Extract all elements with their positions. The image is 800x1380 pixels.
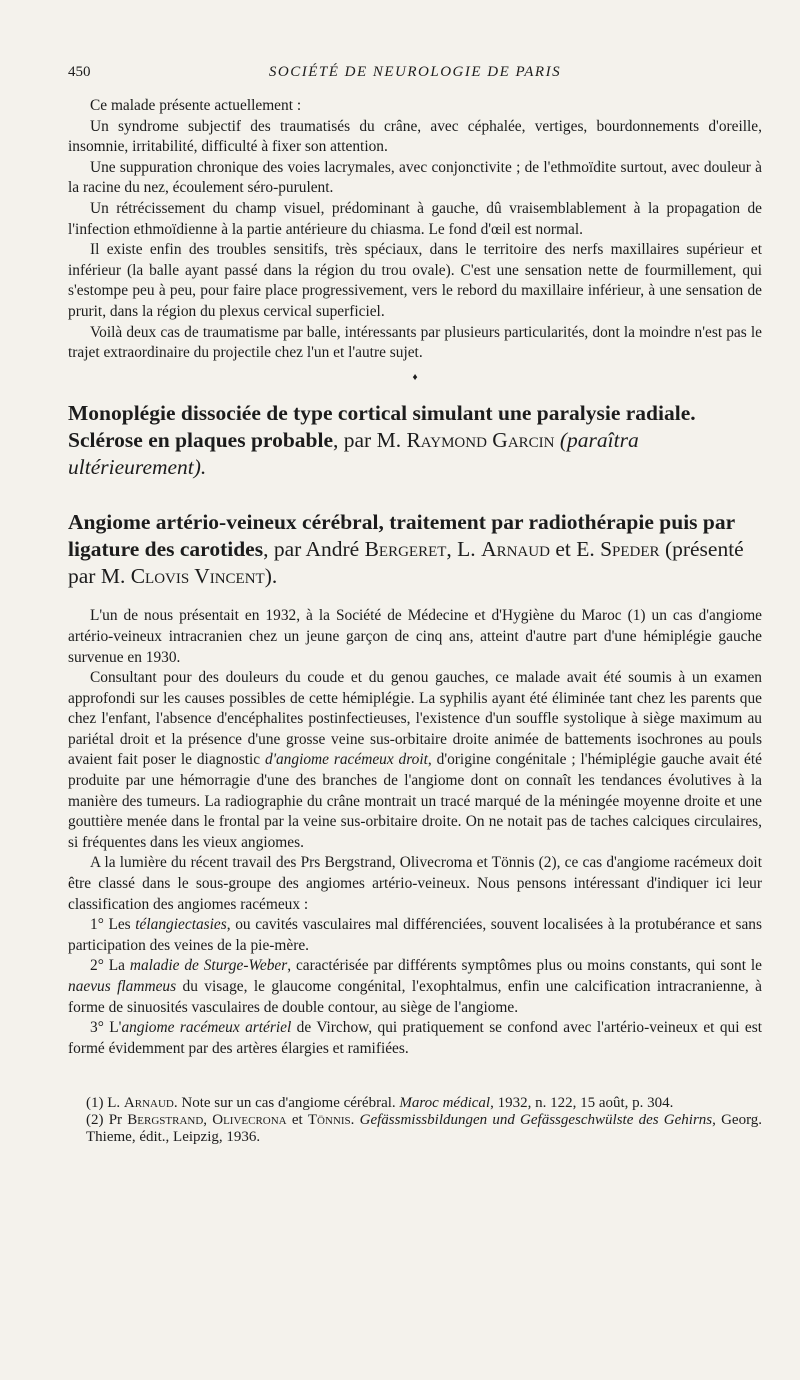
paragraph: Un rétrécissement du champ visuel, prédominant à gauche, dû vraisemblablement à la propagation de l'infection ethmoïdienne à la partie antérieure du chiasma. Le fond d'œil est normal. <box>68 199 762 238</box>
article-author: Speder <box>600 537 660 562</box>
case-continuation <box>68 96 762 364</box>
article-close: ). <box>264 564 278 589</box>
article-presenter: Clovis Vincent <box>130 564 265 589</box>
running-head <box>68 62 762 86</box>
text-run: , 1932, n. 122, 15 août, p. 304. <box>490 1095 674 1112</box>
text-run: et <box>291 1112 303 1129</box>
text-run: , ou cavités vasculaires mal différenciées, souvent localisées à la protubérance et sans participation des veines de la pie-mère. <box>68 916 762 954</box>
footnote-author: Bergstrand, Olivecrona <box>127 1112 287 1129</box>
article-presented: (présenté par M. <box>68 537 744 589</box>
page <box>68 62 762 1146</box>
article-title: Angiome artério-veineux cérébral, traitement par radiothérapie puis par ligature des carotides <box>68 510 735 562</box>
text-run: . Note sur un cas d'angiome cérébral. <box>173 1095 396 1112</box>
footnotes <box>68 1095 762 1146</box>
footnote-1 <box>68 1095 762 1112</box>
text-run: , caractérisée par différents symptômes plus ou moins constants, qui sont le <box>287 957 762 975</box>
text-run: 1° Les <box>90 916 131 934</box>
paragraph: Un syndrome subjectif des traumatisés du crâne, avec céphalée, vertiges, bourdonnements d'oreille, insomnie, irritabilité, difficulté à fixer son attention. <box>68 117 762 156</box>
article-author: Bergeret <box>364 537 447 562</box>
page-number: 450 <box>68 64 91 80</box>
article-by: , par M. <box>333 428 402 453</box>
paragraph: Une suppuration chronique des voies lacrymales, avec conjonctivite ; de l'ethmoïdite surtout, avec douleur à la racine du nez, écoulement séro-purulent. <box>68 158 762 197</box>
text-run: (2) Pr <box>86 1112 123 1129</box>
text-run: de Virchow, qui pratiquement se confond avec l'artério-veineux et qui est formé évidemment par des artères élargies et ramifiées. <box>68 1019 763 1057</box>
article-heading <box>68 509 762 590</box>
emphasis: d'angiome racémeux droit <box>265 751 428 769</box>
article-title: Monoplégie dissociée de type cortical simulant une paralysie radiale. Sclérose en plaques probable <box>68 401 696 453</box>
article-body <box>68 606 762 1059</box>
paragraph <box>68 915 762 956</box>
paragraph: Il existe enfin des troubles sensitifs, très spéciaux, dans le territoire des nerfs maxillaires supérieur et inférieur (la balle ayant passé dans la région du trou ovale). C'est une sensation nette de fourmillement, qui s'estompe peu à peu, pour faire place progressivement, vers le rebord du maxillaire inférieur, à une sensation de prurit, dans la région du plexus cervical superficiel. <box>68 241 762 320</box>
article-heading <box>68 400 762 481</box>
text-run: , d'origine congénitale ; l'hémiplégie gauche avait été produite par une hémorragie d'une des branches de l'angiome dont on connaît les tendances évolutives à la manière des tumeurs. La radiographie du crâne montrait un tracé marqué de la méningée moyenne droite et une gouttière menée dans le frontal par la veine sus-orbitaire droite. On ne notait pas de taches calciques circulaires, si fréquentes dans les vieux angiomes. <box>68 751 762 851</box>
text-run: 3° L' <box>90 1019 122 1037</box>
paragraph <box>68 956 762 1018</box>
paragraph: Voilà deux cas de traumatisme par balle, intéressants par plusieurs particularités, dont la moindre n'est pas le trajet extraordinaire du projectile chez l'un et l'autre sujet. <box>68 323 762 362</box>
footnote-author: Arnaud <box>123 1095 174 1112</box>
emphasis: maladie de Sturge-Weber <box>129 957 288 975</box>
paragraph <box>68 1018 762 1059</box>
text-run: Consultant pour des douleurs du coude et du genou gauches, ce malade avait été soumis à un examen approfondi sur les causes possibles de cette hémiplégie. La syphilis ayant été éliminée tant chez les parents que chez l'enfant, l'absence d'encéphalites postinfectieuses, l'existence d'un souffle systolique à siège maximum au pariétal droit et la présence d'une grosse veine sus-orbitaire droite animée de battements isochrones au pouls avaient fait poser le diagnostic <box>68 669 762 769</box>
article-author: Arnaud <box>481 537 550 562</box>
text-run: du visage, le glaucome congénital, l'exophtalmus, enfin une calcification intracranienne, à forme de sinuosités vasculaires de double contour, au siège de l'angiome. <box>68 978 762 1016</box>
ornament-icon: ♦ <box>412 371 418 383</box>
paragraph: L'un de nous présentait en 1932, à la Société de Médecine et d'Hygiène du Maroc (1) un cas d'angiome artério-veineux intracranien chez un jeune garçon de cinq ans, atteint d'autre part d'une hémiplégie gauche survenue en 1930. <box>68 607 762 666</box>
emphasis: naevus flammeus <box>68 978 177 995</box>
article-author: Raymond Garcin <box>406 428 555 453</box>
article-note: (paraîtra ultérieurement). <box>68 428 639 480</box>
footnote-journal: Maroc médical <box>399 1095 491 1112</box>
article-by: , par André <box>263 537 360 562</box>
paragraph: A la lumière du récent travail des Prs Bergstrand, Olivecroma et Tönnis (2), ce cas d'angiome racémeux doit être classé dans le sous-groupe des angiomes artério-veineux. Nous pensons intéressant d'indiquer ici leur classification des angiomes racémeux : <box>68 854 762 913</box>
footnote-title: Gefässmissbildungen und Gefässgeschwülste des Gehirns <box>359 1112 713 1129</box>
paragraph: Ce malade présente actuellement : <box>90 97 302 114</box>
journal-title: SOCIÉTÉ DE NEUROLOGIE DE PARIS <box>268 64 562 80</box>
article-sep: et E. <box>555 537 595 562</box>
text-run: (1) L. <box>86 1095 121 1112</box>
footnote-author: Tönnis <box>307 1112 351 1129</box>
text-run: 2° La <box>90 957 125 975</box>
article-sep: , L. <box>446 537 476 562</box>
emphasis: télangiectasies <box>135 916 227 934</box>
footnote-2 <box>68 1112 762 1146</box>
paragraph <box>68 668 762 853</box>
text-run: , Georg. Thieme, édit., Leipzig, 1936. <box>86 1112 763 1146</box>
text-run: . <box>350 1112 355 1129</box>
emphasis: angiome racémeux artériel <box>121 1019 292 1037</box>
